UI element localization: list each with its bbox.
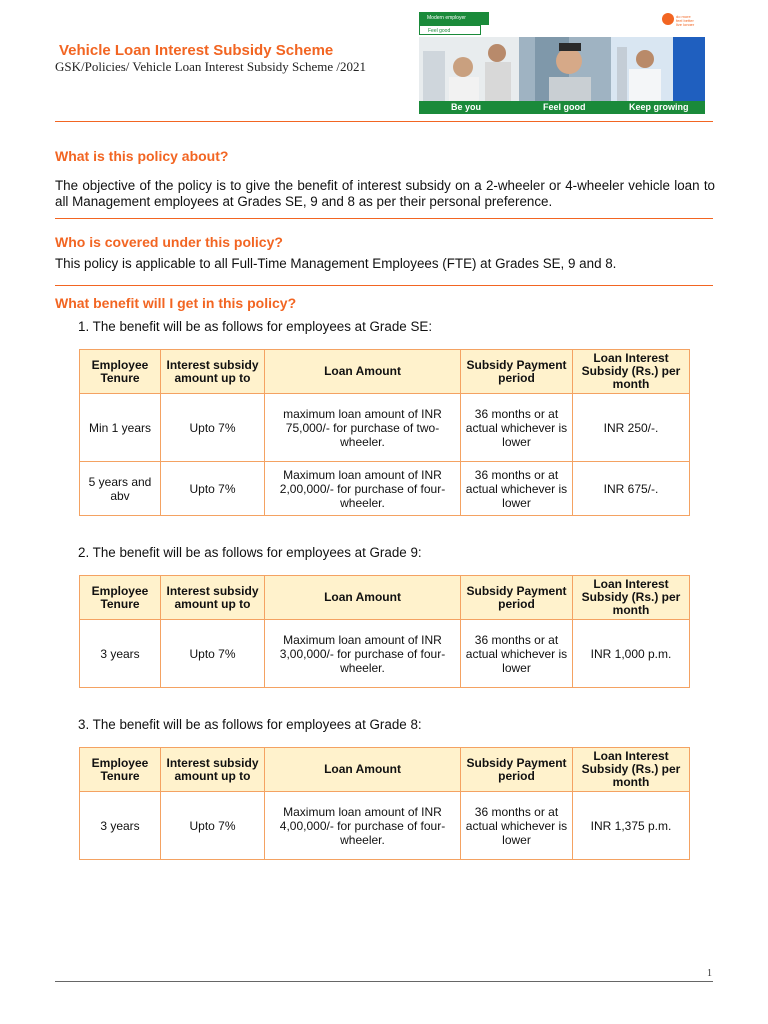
table-intro-grade-se: 1. The benefit will be as follows for employees at Grade SE: — [78, 319, 433, 334]
table-header: Interest subsidy amount up to — [161, 350, 265, 394]
table-header: Loan Amount — [265, 350, 461, 394]
divider — [55, 218, 713, 219]
section-heading-about: What is this policy about? — [55, 148, 229, 164]
table-row — [80, 462, 690, 516]
svg-text:feel better: feel better — [676, 18, 694, 23]
svg-text:live longer: live longer — [676, 22, 695, 26]
table-cell: maximum loan amount of INR 75,000/- for purchase of two-wheeler. — [265, 394, 461, 462]
table-cell: INR 1,375 p.m. — [573, 792, 690, 860]
table-header: Employee Tenure — [80, 576, 161, 620]
table-row — [80, 620, 690, 688]
header-banner — [419, 12, 705, 114]
banner-strip-item: Be you — [451, 102, 482, 112]
document-title: Vehicle Loan Interest Subsidy Scheme — [59, 42, 334, 59]
table-header: Subsidy Payment period — [461, 350, 573, 394]
svg-text:do more: do more — [676, 14, 691, 19]
section-body-about: The objective of the policy is to give the benefit of interest subsidy on a 2-wheeler or 4-wheeler vehicle loan to all Management employees at Grades SE, 9 and 8 as per their personal preference. — [55, 178, 715, 209]
table-cell: Upto 7% — [161, 462, 265, 516]
table-cell: INR 675/-. — [573, 462, 690, 516]
table-header: Loan Amount — [265, 576, 461, 620]
table-cell: 36 months or at actual whichever is lower — [461, 792, 573, 860]
table-row — [80, 394, 690, 462]
section-body-covered: This policy is applicable to all Full-Time Management Employees (FTE) at Grades SE, 9 and 8. — [55, 256, 617, 271]
section-heading-benefit: What benefit will I get in this policy? — [55, 295, 297, 311]
divider — [55, 285, 713, 286]
table-header: Loan Interest Subsidy (Rs.) per month — [573, 748, 690, 792]
table-header: Loan Interest Subsidy (Rs.) per month — [573, 576, 690, 620]
section-heading-covered: Who is covered under this policy? — [55, 234, 283, 250]
table-cell: 36 months or at actual whichever is lower — [461, 462, 573, 516]
table-header: Subsidy Payment period — [461, 748, 573, 792]
table-cell: 3 years — [80, 792, 161, 860]
benefit-table-grade-se — [79, 349, 690, 516]
table-intro-grade-9: 2. The benefit will be as follows for employees at Grade 9: — [78, 545, 422, 560]
table-cell: 36 months or at actual whichever is lower — [461, 394, 573, 462]
table-cell: Upto 7% — [161, 620, 265, 688]
divider — [55, 121, 713, 122]
table-header: Interest subsidy amount up to — [161, 748, 265, 792]
table-header: Loan Amount — [265, 748, 461, 792]
document-path: GSK/Policies/ Vehicle Loan Interest Subsidy Scheme /2021 — [55, 59, 366, 74]
banner-tag-top: Modern employer — [419, 12, 489, 25]
table-cell: Maximum loan amount of INR 4,00,000/- for purchase of four-wheeler. — [265, 792, 461, 860]
table-cell: Maximum loan amount of INR 3,00,000/- for purchase of four-wheeler. — [265, 620, 461, 688]
table-cell: INR 250/-. — [573, 394, 690, 462]
table-intro-grade-8: 3. The benefit will be as follows for employees at Grade 8: — [78, 717, 422, 732]
banner-strip-item: Feel good — [543, 102, 586, 112]
banner-strip — [419, 101, 705, 114]
table-cell: INR 1,000 p.m. — [573, 620, 690, 688]
page-number: 1 — [707, 968, 712, 979]
benefit-table-grade-8 — [79, 747, 690, 860]
table-row — [80, 792, 690, 860]
table-cell: 5 years and abv — [80, 462, 161, 516]
table-cell: 36 months or at actual whichever is lower — [461, 620, 573, 688]
table-cell: Maximum loan amount of INR 2,00,000/- for purchase of four-wheeler. — [265, 462, 461, 516]
gsk-logo — [661, 12, 701, 26]
table-header: Loan Interest Subsidy (Rs.) per month — [573, 350, 690, 394]
table-header: Employee Tenure — [80, 350, 161, 394]
table-header: Interest subsidy amount up to — [161, 576, 265, 620]
table-header: Employee Tenure — [80, 748, 161, 792]
table-cell: Upto 7% — [161, 394, 265, 462]
table-cell: Upto 7% — [161, 792, 265, 860]
table-header: Subsidy Payment period — [461, 576, 573, 620]
footer-divider — [55, 981, 713, 982]
banner-tag-bottom: Feel good — [419, 25, 481, 35]
table-cell: 3 years — [80, 620, 161, 688]
banner-strip-item: Keep growing — [629, 102, 689, 112]
benefit-table-grade-9 — [79, 575, 690, 688]
table-cell: Min 1 years — [80, 394, 161, 462]
